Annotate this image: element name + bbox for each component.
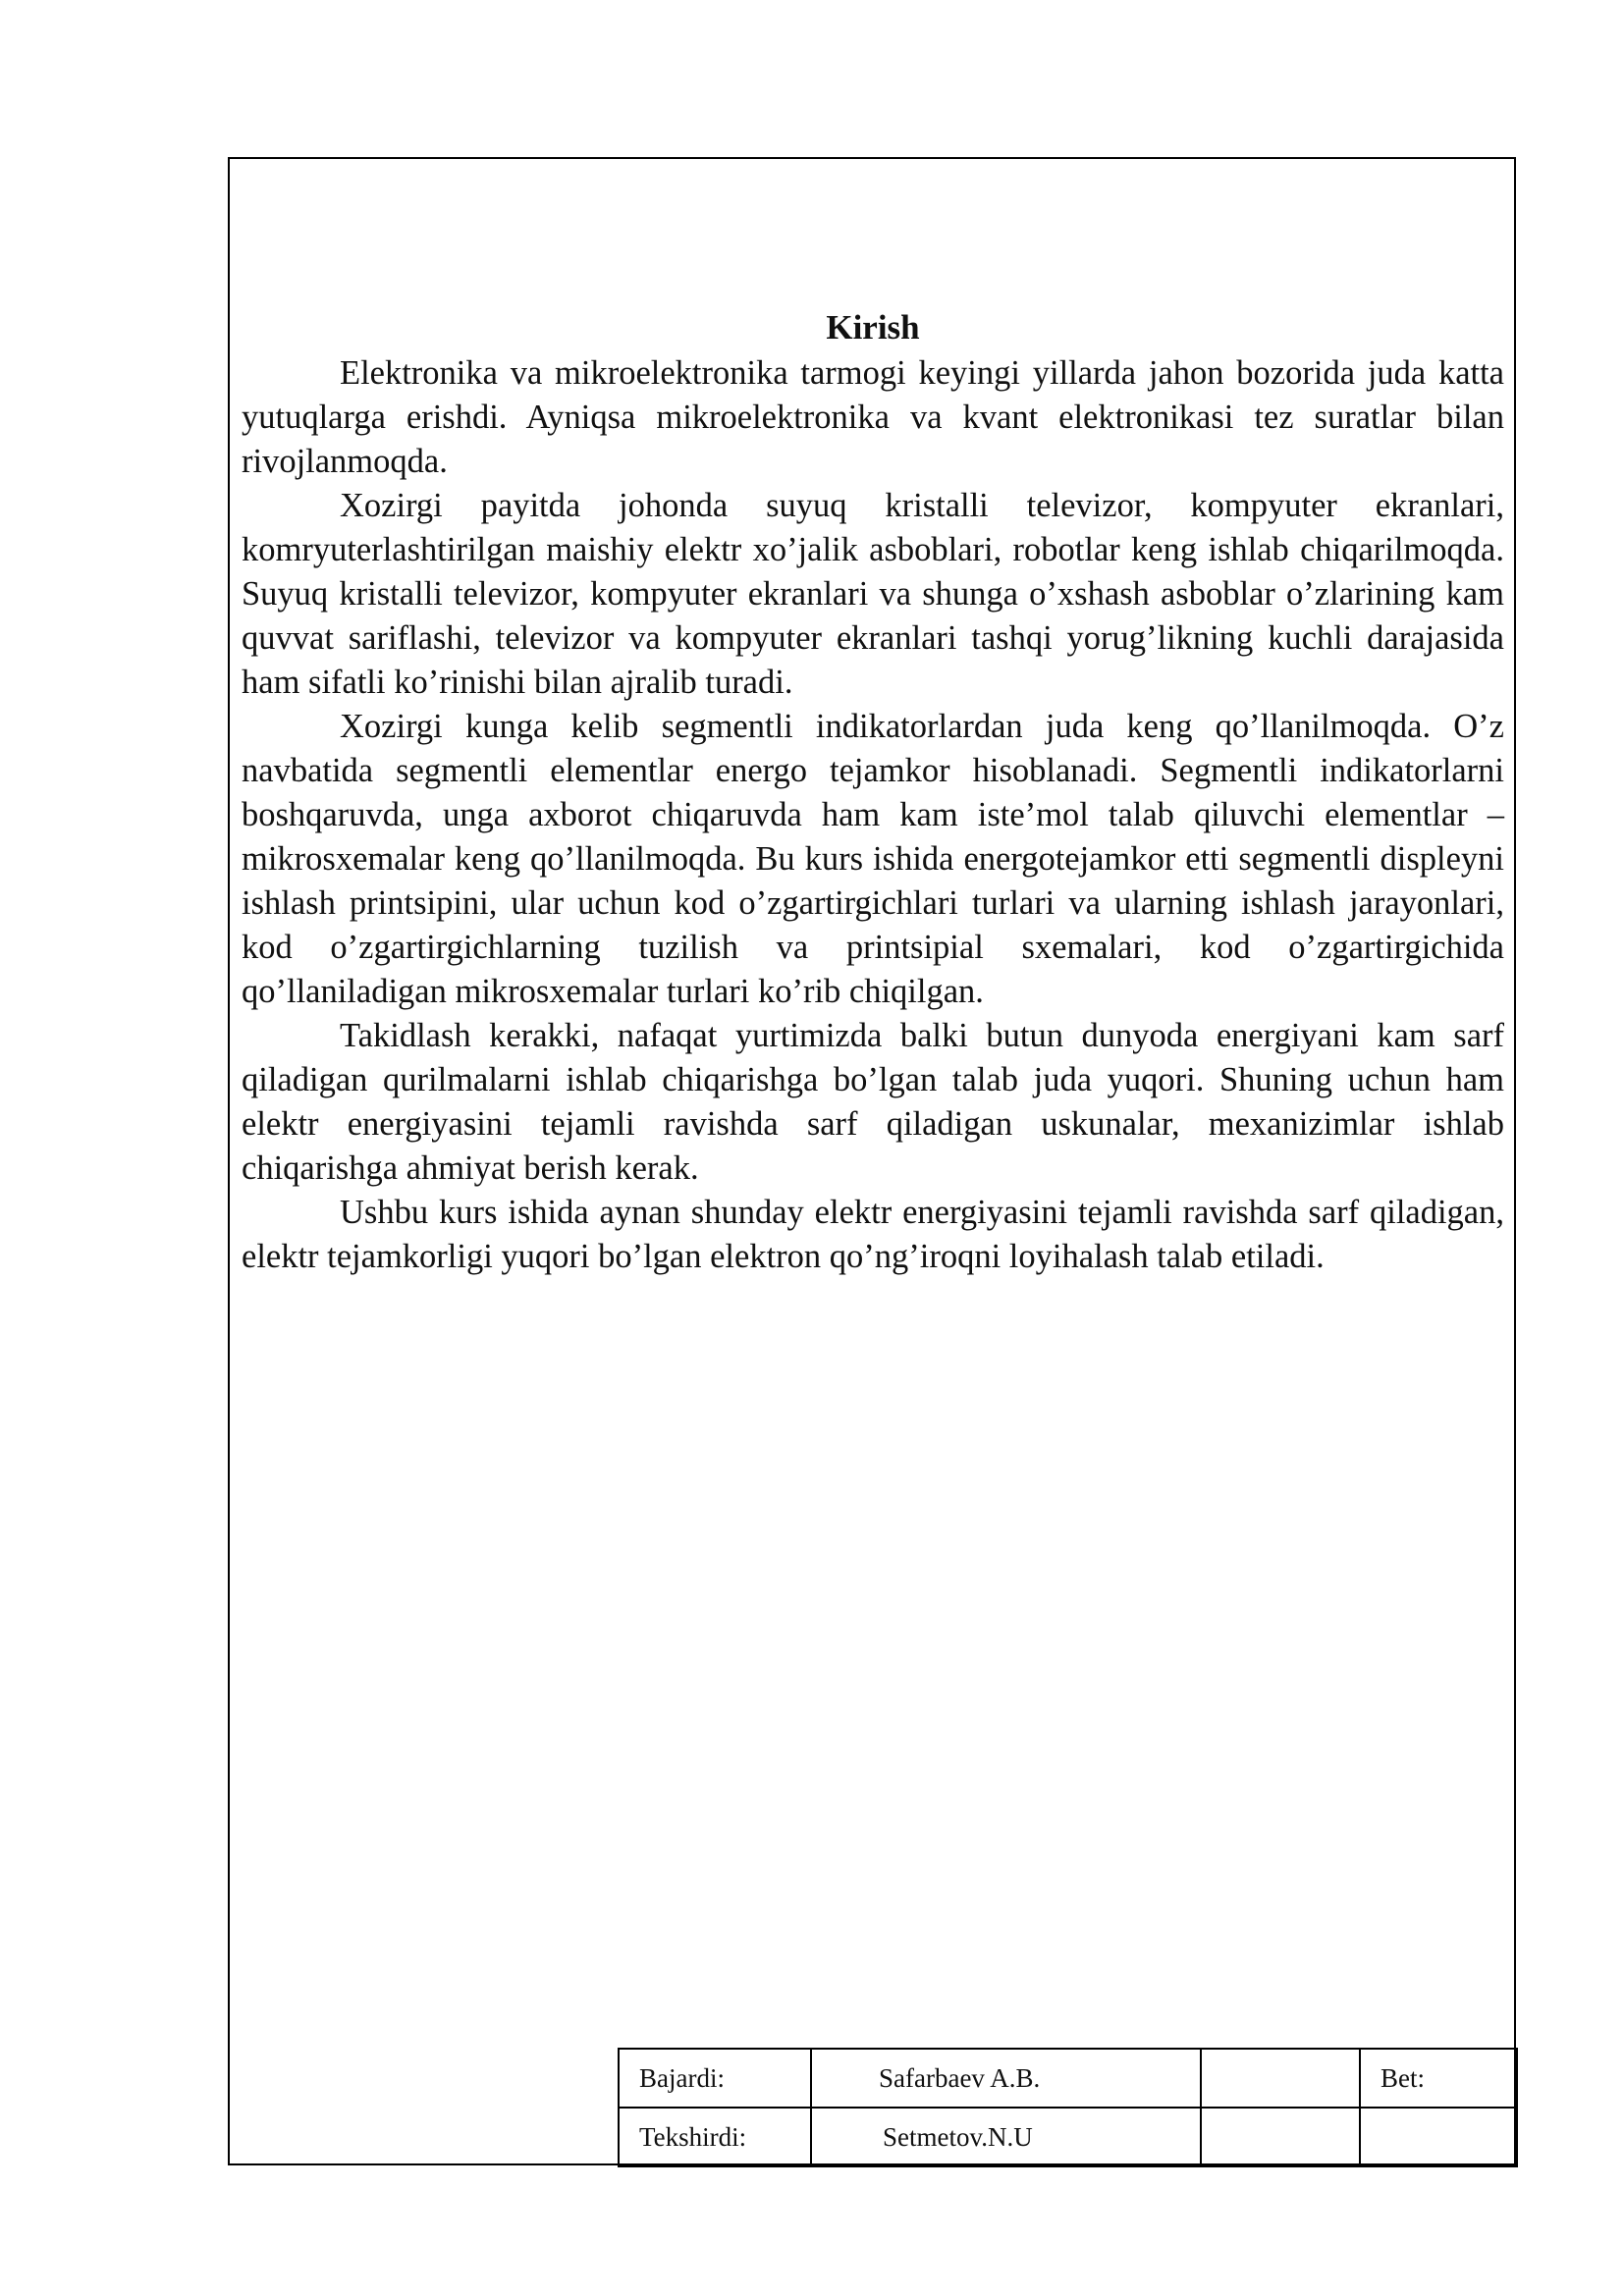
paragraph-2: Xozirgi payitda johonda suyuq kristalli televizor, kompyuter ekranlari, komryuterlashtirilgan maishiy elektr xo’jalik asboblari, robotlar keng ishlab chiqarilmoqda. Suyuq kristalli televizor, kompyuter ekranlari va shunga o’xshash asboblar o’zlarining kam quvvat sariflashi, televizor va kompyuter ekranlari tashqi yorug’likning kuchli darajasida ham sifatli ko’rinishi bilan ajralib turadi. bbox=[242, 487, 1504, 701]
stamp-row-checked bbox=[619, 2108, 1517, 2166]
document-body bbox=[242, 304, 1504, 1279]
stamp-page-number bbox=[1360, 2108, 1517, 2166]
stamp-cell-empty-1 bbox=[1201, 2049, 1360, 2108]
stamp-row-performed bbox=[619, 2049, 1517, 2108]
stamp-label-performed: Bajardi: bbox=[619, 2049, 811, 2108]
paragraph-4: Takidlash kerakki, nafaqat yurtimizda balki butun dunyoda energiyani kam sarf qiladigan qurilmalarni ishlab chiqarishga bo’lgan talab juda yuqori. Shuning uchun ham elektr energiyasini tejamli ravishda sarf qiladigan uskunalar, mexanizimlar ishlab chiqarishga ahmiyat berish kerak. bbox=[242, 1017, 1504, 1187]
title-block-stamp bbox=[618, 2048, 1518, 2167]
stamp-label-page: Bet: bbox=[1360, 2049, 1517, 2108]
stamp-cell-empty-2 bbox=[1201, 2108, 1360, 2166]
stamp-label-checked: Tekshirdi: bbox=[619, 2108, 811, 2166]
paragraph-5: Ushbu kurs ishida aynan shunday elektr energiyasini tejamli ravishda sarf qiladigan, elektr tejamkorligi yuqori bo’lgan elektron qo’ng’iroqni loyihalash talab etiladi. bbox=[242, 1194, 1504, 1275]
stamp-name-performer: Safarbaev A.B. bbox=[811, 2049, 1201, 2108]
paragraph-3: Xozirgi kunga kelib segmentli indikatorlardan juda keng qo’llanilmoqda. O’z navbatida segmentli elementlar energo tejamkor hisoblanadi. Segmentli indikatorlarni boshqaruvda, unga axborot chiqaruvda ham kam iste’mol talab qiluvchi elementlar – mikrosxemalar keng qo’llanilmoqda. Bu kurs ishida energotejamkor etti segmentli displeyni ishlash printsipini, ular uchun kod o’zgartirgichlari turlari va ularning ishlash jarayonlari, kod o’zgartirgichlarning tuzilish va printsipial sxemalari, kod o’zgartirgichida qo’llaniladigan mikrosxemalar turlari ko’rib chiqilgan. bbox=[242, 708, 1504, 1010]
document-title: Kirish bbox=[826, 308, 920, 347]
paragraph-1: Elektronika va mikroelektronika tarmogi keyingi yillarda jahon bozorida juda katta yutuqlarga erishdi. Ayniqsa mikroelektronika va kvant elektronikasi tez suratlar bilan rivojlanmoqda. bbox=[242, 354, 1504, 480]
stamp-name-checker: Setmetov.N.U bbox=[811, 2108, 1201, 2166]
